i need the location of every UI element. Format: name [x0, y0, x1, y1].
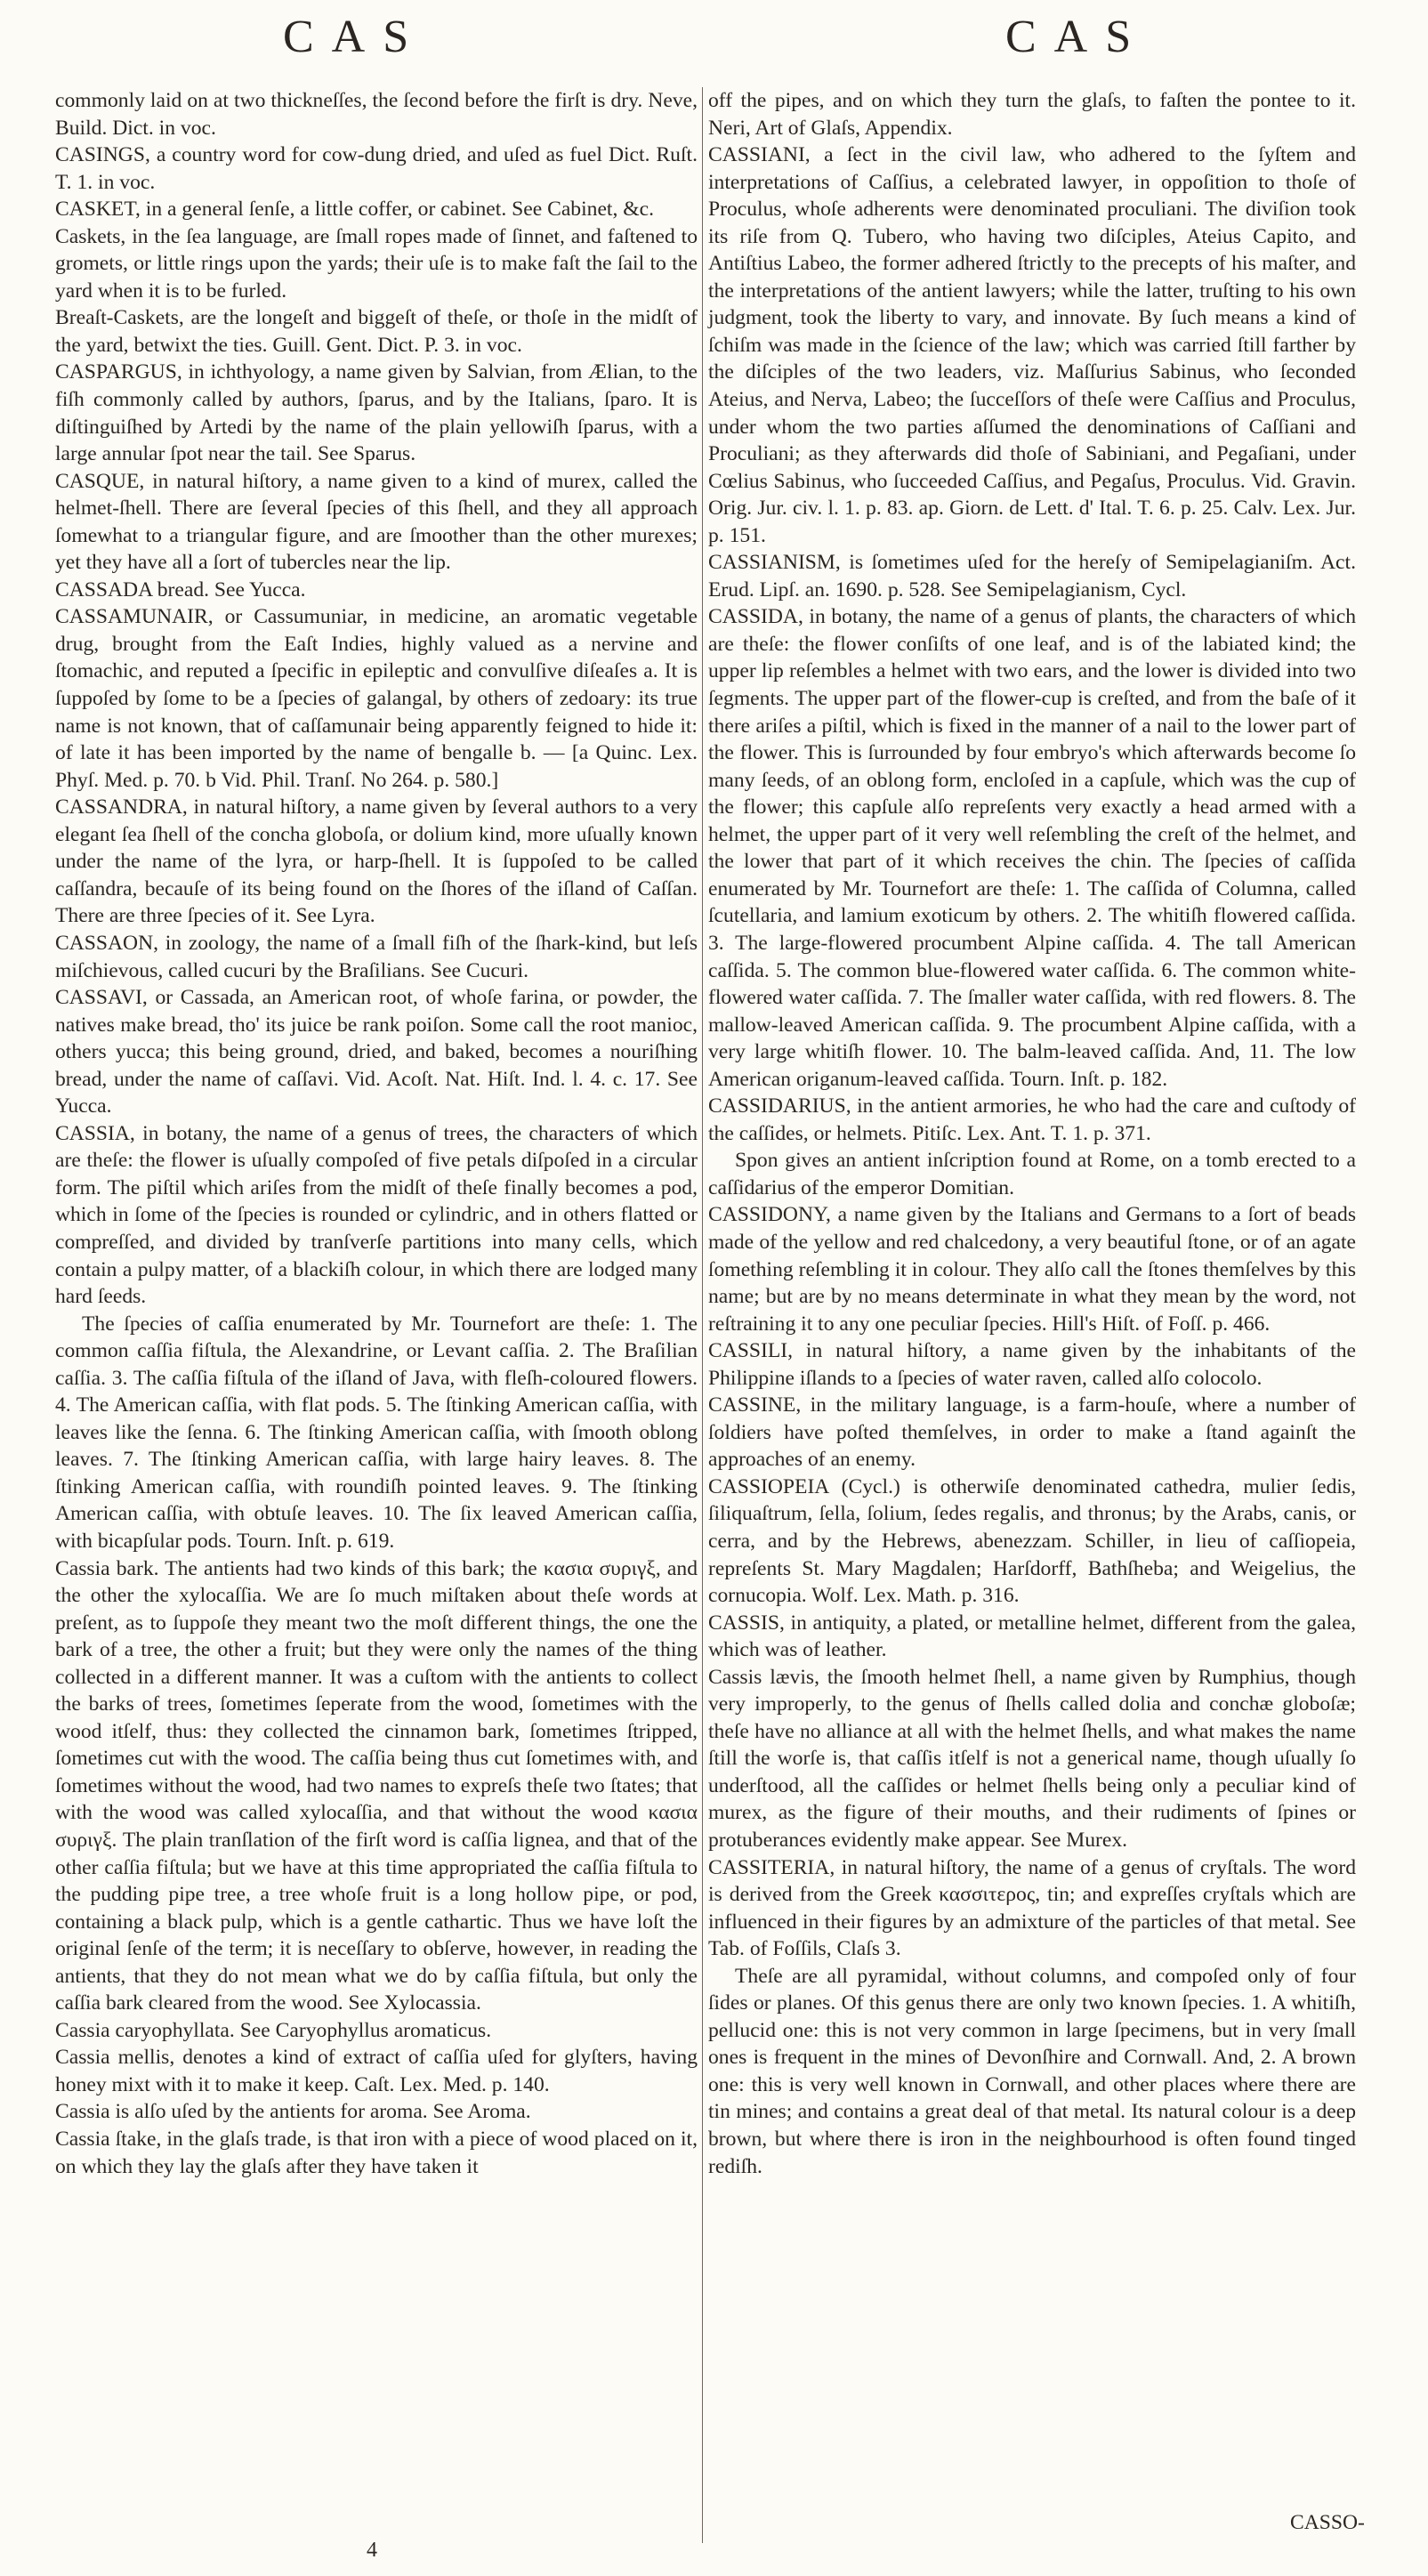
- entry: CASSAMUNAIR, or Cassumuniar, in medicine, an aromatic vegetable drug, brought from the Eaſt Indies, highly valued as a nervine and ſtomachic, and reputed a ſpecific in epileptic and convulſive diſeaſes a. It is ſuppoſed by ſome to be a ſpecies of galangal, by others of zedoary: its true name is not known, that of caſſamunair being apparently feigned to hide it: of late it has been imported by the name of bengalle b. — [a Quinc. Lex. Phyſ. Med. p. 70. b Vid. Phil. Tranſ. No 264. p. 580.]: [55, 605, 698, 792]
- entry: CASSADA bread. See Yucca.: [55, 577, 306, 602]
- entry: Cassis lævis, the ſmooth helmet ſhell, a name given by Rumphius, though very improperly, to the genus of ſhells called dolia and conchæ globoſæ; theſe have no alliance at all with the helmet ſhells, and what makes the name ſtill the worſe is, that caſſis itſelf is not a generical name, though uſually ſo underſtood, all the caſſides or helmet ſhells being only a peculiar kind of murex, as the figure of their mouths, and their rudiments of ſpines or protuberances evidently make appear. See Murex.: [708, 1665, 1356, 1852]
- entry: CASSITERIA, in natural hiſtory, the name of a genus of cryſtals. The word is derived from the Greek κασσιτερος, tin; and expreſſes cryſtals which are influenced in their figures by an admixture of the particles of that metal. See Tab. of Foſſils, Claſs 3.: [708, 1855, 1356, 1961]
- entry-continuation: The ſpecies of caſſia enumerated by Mr. Tournefort are theſe: 1. The common caſſia fiſtula, the Alexandrine, or Levant caſſia. 2. The Braſilian caſſia. 3. The caſſia fiſtula of the iſland of Java, with fleſh-coloured flowers. 4. The American caſſia, with flat pods. 5. The ſtinking American caſſia, with leaves like the ſenna. 6. The ſtinking American caſſia, with ſmooth oblong leaves. 7. The ſtinking American caſſia, with large hairy leaves. 8. The ſtinking American caſſia, with roundiſh pointed leaves. 9. The ſtinking American caſſia, with obtuſe leaves. 10. The ſix leaved American caſſia, with bicapſular pods. Tourn. Inſt. p. 619.: [55, 1312, 698, 1553]
- entry: CASSILI, in natural hiſtory, a name given by the inhabitants of the Philippine iſlands to a ſpecies of water raven, called alſo colocolo.: [708, 1339, 1356, 1390]
- entry: CASSIOPEIA (Cycl.) is otherwiſe denominated cathedra, mulier ſedis, ſiliquaſtrum, ſella, ſolium, ſedes regalis, and thronus; by the Arabs, canis, or cerra, and by the Hebrews, abenezzam. Schiller, in lieu of caſſiopeia, repreſents St. Mary Magdalen; Harſdorff, Bathſheba; and Weigelius, the cornucopia. Wolf. Lex. Math. p. 316.: [708, 1474, 1356, 1608]
- entry: CASSANDRA, in natural hiſtory, a name given by ſeveral authors to a very elegant ſea ſhell of the concha globoſa, or dolium kind, more uſually known under the name of the lyra, or harp-ſhell. It is ſuppoſed to be called caſſandra, becauſe of its being found on the ſhores of the iſland of Caſſan. There are three ſpecies of it. See Lyra.: [55, 795, 698, 928]
- entry: Cassia ſtake, in the glaſs trade, is that iron with a piece of wood placed on it, on which they lay the glaſs after they have taken it: [55, 2128, 698, 2178]
- entry: Cassia bark. The antients had two kinds of this bark; the κασια συριγξ, and the other the xylocaſſia. We are ſo much miſtaken about theſe words at preſent, as to ſuppoſe they meant two the moſt different things, the one the bark of a tree, the other a fruit; but they were only the names of the thing collected in a different manner. It was a cuſtom with the antients to collect the barks of trees, ſometimes ſeperate from the wood, ſometimes with the wood itſelf, thus: they collected the cinnamon bark, ſometimes ſtripped, ſometimes cut with the wood. The caſſia being thus cut ſometimes with, and ſometimes without the wood, had two names to expreſs theſe two ſtates; that with the wood was called xylocaſſia, and that without the wood κασια συριγξ. The plain tranſlation of the firſt word is caſſia lignea, and that of the other caſſia fiſtula; but we have at this time appropriated the caſſia fiſtula to the pudding pipe tree, a tree whoſe fruit is a long hollow pipe, or pod, containing a black pulp, which is a gentle cathartic. Thus we have loſt the original ſenſe of the term; it is neceſſary to obſerve, however, in reading the antients, that they do not mean what we do by caſſia fiſtula, but only the caſſia bark cleared from the wood. See Xylocassia.: [55, 1556, 698, 2015]
- entry: CASSINE, in the military language, is a farm-houſe, where a number of ſoldiers have poſted themſelves, in order to make a ſtand againſt the approaches of an enemy.: [708, 1393, 1356, 1472]
- left-column: [55, 87, 698, 2180]
- entry: commonly laid on at two thickneſſes, the ſecond before the firſt is dry. Neve, Build. Dict. in voc.: [55, 89, 698, 140]
- entry: CASSIS, in antiquity, a plated, or metalline helmet, different from the galea, which was of leather.: [708, 1611, 1356, 1662]
- entry: Caskets, in the ſea language, are ſmall ropes made of ſinnet, and faſtened to gromets, or little rings upon the yards; their uſe is to make faſt the ſail to the yard when it is to be furled.: [55, 224, 698, 303]
- catchword: CASSO-: [1290, 2511, 1365, 2534]
- entry: CASSIA, in botany, the name of a genus of trees, the characters of which are theſe: the flower is uſually compoſed of five petals diſpoſed in a circular form. The piſtil which ariſes from the midſt of theſe finally becomes a pod, which in ſome of the ſpecies is rounded or cylindric, and in others flatted or compreſſed, and divided by tranſverſe partitions into many cells, which contain a pulpy matter, of a blackiſh colour, in which there are lodged many hard ſeeds.: [55, 1121, 698, 1309]
- entry: CASSIDONY, a name given by the Italians and Germans to a ſort of beads made of the yellow and red chalcedony, a very beautiful ſtone, or of an agate ſomething reſembling it in colour. They alſo call the ſtones themſelves by this name; but are by no means determinate in what they mean by the word, not reſtraining it to any one peculiar ſpecies. Hill's Hiſt. of Foſſ. p. 466.: [708, 1203, 1356, 1336]
- column-rule: [702, 87, 703, 2543]
- entry-continuation: Spon gives an antient inſcription found at Rome, on a tomb erected to a caſſidarius of the emperor Domitian.: [708, 1149, 1356, 1199]
- entry: Breaſt-Caskets, are the longeſt and biggeſt of theſe, or thoſe in the midſt of the yard, betwixt the ties. Guill. Gent. Dict. P. 3. in voc.: [55, 306, 698, 357]
- entry: CASSIANISM, is ſometimes uſed for the hereſy of Semipelagianiſm. Act. Erud. Lipſ. an. 1690. p. 528. See Semipelagianism, Cycl.: [708, 551, 1356, 602]
- entry: Cassia mellis, denotes a kind of extract of caſſia uſed for glyſters, having honey mixt with it to make it keep. Caſt. Lex. Med. p. 140.: [55, 2046, 698, 2096]
- entry: CASSIANI, a ſect in the civil law, who adhered to the ſyſtem and interpretations of Caſſius, a celebrated lawyer, in oppoſition to thoſe of Proculus, whoſe adherents were denominated proculiani. The diviſion took its riſe from Q. Tubero, who having two diſciples, Ateius Capito, and Antiſtius Labeo, the former adhered ſtrictly to the precepts of his maſter, and the interpretations of the antient lawyers; while the latter, truſting to his own judgment, took the liberty to vary, and innovate. By ſuch means a kind of ſchiſm was made in the ſcience of the law; which was carried ſtill farther by the diſciples of the two leaders, viz. Maſſurius Sabinus, who ſeconded Ateius, and Nerva, Labeo; the ſucceſſors of theſe were Caſſius and Proculus, under whom the two parties aſſumed the denominations of Caſſiani and Proculiani; as they afterwards did thoſe of Sabiniani, and Pegaſiani, under Cœlius Sabinus, who ſucceeded Caſſius, and Pegaſus, Proculus. Vid. Gravin. Orig. Jur. civ. l. 1. p. 83. ap. Giorn. de Lett. d' Ital. T. 6. p. 25. Calv. Lex. Jur. p. 151.: [708, 143, 1356, 547]
- entry: CASSAVI, or Cassada, an American root, of whoſe farina, or powder, the natives make bread, tho' its juice be rank poiſon. Some call the root manioc, others yucca; this being ground, dried, and baked, becomes a nouriſhing bread, under the name of caſſavi. Vid. Acoſt. Nat. Hiſt. Ind. l. 4. c. 17. See Yucca.: [55, 986, 698, 1118]
- entry-continuation: Theſe are all pyramidal, without columns, and compoſed only of four ſides or planes. Of this genus there are only two known ſpecies. 1. A whitiſh, pellucid one: this is not very common in large ſpecimens, but in very ſmall ones is frequent in the mines of Devonſhire and Cornwall. And, 2. A brown one: this is very well known in Cornwall, and other places where there are tin mines; and contains a great deal of that metal. Its natural colour is a deep brown, but where there is iron in the neighbourhood is often found tinged rediſh.: [708, 1964, 1356, 2178]
- entry: CASSIDA, in botany, the name of a genus of plants, the characters of which are theſe: the flower conſiſts of one leaf, and is of the labiated kind; the upper lip reſembles a helmet with two ears, and the lower is divided into two ſegments. The upper part of the flower-cup is creſted, and from the baſe of it there ariſes a piſtil, which is fixed in the manner of a nail to the lower part of the flower. This is ſurrounded by four embryo's which afterwards become ſo many ſeeds, of an oblong form, encloſed in a capſule, which was the cup of the flower; this capſule alſo repreſents very exactly a head armed with a helmet, the upper part of it very well reſembling the creſt of the helmet, and the lower that part of it which receives the chin. The ſpecies of caſſida enumerated by Mr. Tournefort are theſe: 1. The caſſida of Columna, called ſcutellaria, and lamium exoticum by others. 2. The whitiſh flowered caſſida. 3. The large-flowered procumbent Alpine caſſida. 4. The tall American caſſida. 5. The common blue-flowered water caſſida. 6. The common white-flowered water caſſida. 7. The ſmaller water caſſida, with red flowers. 8. The mallow-leaved American caſſida. 9. The procumbent Alpine caſſida, with a very large whitiſh flower. 10. The balm-leaved caſſida. And, 11. The low American origanum-leaved caſſida. Tourn. Inſt. p. 182.: [708, 605, 1356, 1091]
- entry: CASINGS, a country word for cow-dung dried, and uſed as fuel Dict. Ruſt. T. 1. in voc.: [55, 143, 698, 194]
- entry: off the pipes, and on which they turn the glaſs, to faſten the pontee to it. Neri, Art of Glaſs, Appendix.: [708, 89, 1356, 140]
- entry: Cassia is alſo uſed by the antients for aroma. See Aroma.: [55, 2100, 531, 2124]
- page-number: 4: [367, 2539, 377, 2562]
- entry: Cassia caryophyllata. See Caryophyllus aromaticus.: [55, 2018, 492, 2042]
- running-head-left: CAS: [283, 12, 427, 62]
- entry: CASSIDARIUS, in the antient armories, he who had the care and cuſtody of the caſſides, or helmets. Pitiſc. Lex. Ant. T. 1. p. 371.: [708, 1094, 1356, 1145]
- right-column: [708, 87, 1356, 2180]
- entry: CASKET, in a general ſenſe, a little coffer, or cabinet. See Cabinet, &c.: [55, 198, 654, 222]
- running-head-right: CAS: [1005, 12, 1150, 62]
- entry: CASQUE, in natural hiſtory, a name given to a kind of murex, called the helmet-ſhell. There are ſeveral ſpecies of this ſhell, and they all approach ſomewhat to a triangular figure, and are ſmoother than the other murexes; yet they have all a ſort of tubercles near the lip.: [55, 469, 698, 575]
- entry: CASPARGUS, in ichthyology, a name given by Salvian, from Ælian, to the fiſh commonly called by authors, ſparus, and by the Italians, ſparo. It is diſtinguiſhed by Artedi by the name of the plain yellowiſh ſparus, with a large annular ſpot near the tail. See Sparus.: [55, 360, 698, 466]
- entry: CASSAON, in zoology, the name of a ſmall fiſh of the ſhark-kind, but leſs miſchievous, called cucuri by the Braſilians. See Cucuri.: [55, 931, 698, 982]
